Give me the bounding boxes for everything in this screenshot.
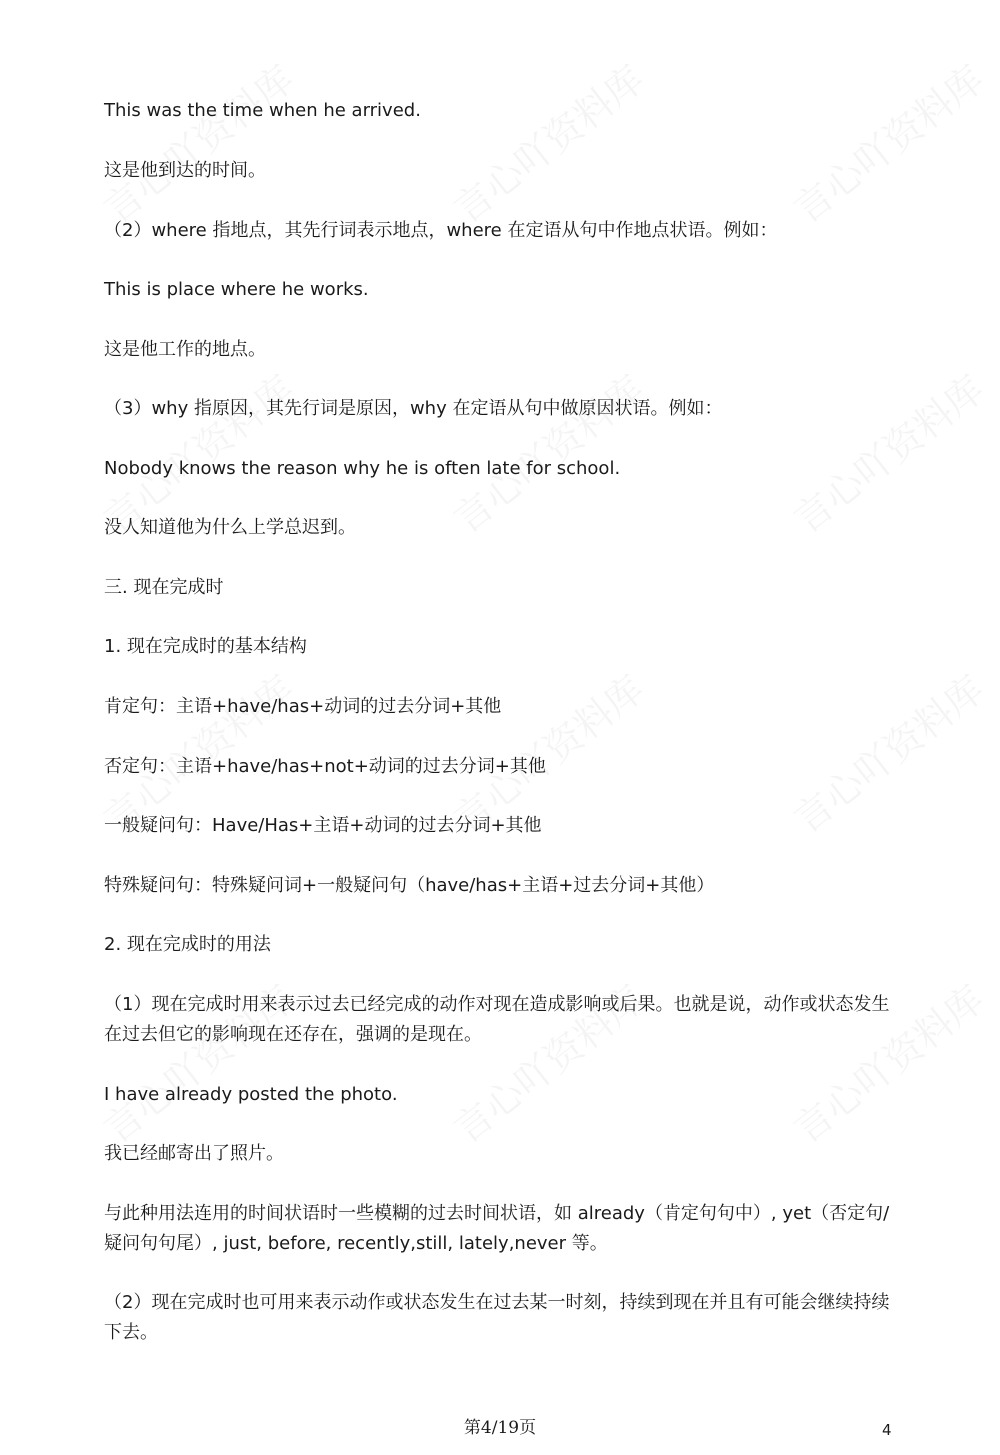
usage-paragraph: （1）现在完成时用来表示过去已经完成的动作对现在造成影响或后果。也就是说，动作或状态发生在过去但它的影响现在还存在，强调的是现在。 <box>104 994 890 1045</box>
structure-negative: 否定句：主语+have/has+not+动词的过去分词+其他 <box>104 756 546 777</box>
watermark <box>90 50 304 234</box>
subsection-heading: 1. 现在完成时的基本结构 <box>104 636 307 657</box>
page-label: 第4/19页 <box>463 1418 537 1438</box>
translation: 这是他工作的地点。 <box>104 339 266 360</box>
watermark <box>780 50 994 234</box>
page-number: 4 <box>882 1421 892 1439</box>
usage-paragraph: （2）现在完成时也可用来表示动作或状态发生在过去某一时刻，持续到现在并且有可能会继续持续下去。 <box>104 1292 890 1343</box>
usage-paragraph: 与此种用法连用的时间状语时一些模糊的过去时间状语，如 already（肯定句句中）, yet（否定句/疑问句句尾）, just, before, recently,still, lately,never 等。 <box>104 1203 890 1254</box>
subsection-heading: 2. 现在完成时的用法 <box>104 934 271 955</box>
watermark <box>440 50 654 234</box>
example-sentence: Nobody knows the reason why he is often late for school. <box>104 458 621 479</box>
translation: 这是他到达的时间。 <box>104 160 266 181</box>
structure-general-question: 一般疑问句：Have/Has+主语+动词的过去分词+其他 <box>104 815 542 836</box>
structure-affirmative: 肯定句：主语+have/has+动词的过去分词+其他 <box>104 696 502 717</box>
structure-special-question: 特殊疑问句：特殊疑问词+一般疑问句（have/has+主语+过去分词+其他） <box>104 875 715 896</box>
translation: 我已经邮寄出了照片。 <box>104 1143 284 1164</box>
translation: 没人知道他为什么上学总迟到。 <box>104 517 356 538</box>
example-sentence: This is place where he works. <box>104 279 369 300</box>
section-heading: 三. 现在完成时 <box>104 577 224 598</box>
example-sentence: This was the time when he arrived. <box>104 100 421 121</box>
example-sentence: I have already posted the photo. <box>104 1084 398 1105</box>
rule-why: （3）why 指原因，其先行词是原因，why 在定语从句中做原因状语。例如： <box>104 398 723 419</box>
rule-where: （2）where 指地点，其先行词表示地点，where 在定语从句中作地点状语。例如： <box>104 220 778 241</box>
